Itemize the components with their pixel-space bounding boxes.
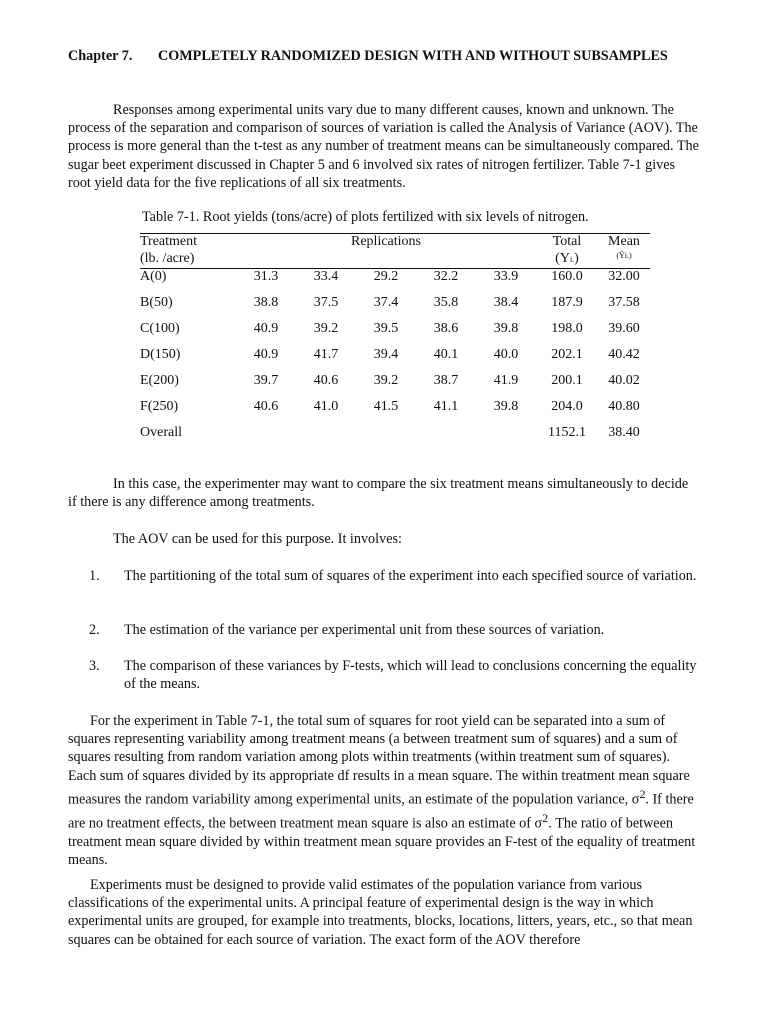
list-text: The partitioning of the total sum of squares of the experiment into each specified source of variation. [124,568,697,584]
treatment-cell: D(150) [140,347,181,362]
table-row [140,347,650,373]
replications-header: Replications [236,234,536,252]
paragraph-4: For the experiment in Table 7-1, the total sum of squares for root yield can be separated into a sum of squares representing variability among treatment means (a between treatment sum of squares) and a sum of squares resulting from random variation among plots within treatments (within treatment sum of squares). Each sum of squares divided by its appropriate df results in a mean square. The within treatment mean square measures the random variability among experimental units, an estimate of the population variance, $\sigma^2$. If there are no treatment effects, the between treatment mean square is also an estimate of $\sigma^2$. The ratio of between treatment mean square divided by within treatment mean square provides an F-test of the equality of treatment means. [68,713,696,868]
replication-cell: 37.5 [313,295,339,310]
paragraph-3: The AOV can be used for this purpose. It involves: [113,531,402,547]
mean-header: Mean [598,234,650,252]
list-text: The comparison of these variances by F-tests, which will lead to conclusions concerning the equality of the means. [124,658,697,693]
replication-cell: 39.7 [253,373,279,388]
overall-label: Overall [140,425,182,440]
treatment-unit-header: (lb. /acre) [140,251,236,269]
replication-cell: 39.2 [313,321,339,336]
total-header: Total [536,234,598,252]
list-text: The estimation of the variance per experimental unit from these sources of variation. [124,622,605,638]
mean-cell: 32.00 [608,269,640,284]
replication-cell: 39.8 [493,321,519,336]
replication-cell: 32.2 [433,269,459,284]
replication-cell: 41.0 [313,399,339,414]
chapter-title: COMPLETELY RANDOMIZED DESIGN WITH AND WITHOUT SUBSAMPLES [158,48,668,64]
table-row [140,269,650,296]
total-symbol-header: (Yi.) [536,251,598,269]
mean-symbol-header: (Ȳi.) [598,251,650,269]
replication-cell: 41.1 [433,399,459,414]
replication-cell: 39.2 [373,373,399,388]
replication-cell: 40.1 [433,347,459,362]
replication-cell: 29.2 [373,269,399,284]
total-cell: 160.0 [551,269,583,284]
replication-cell: 39.8 [493,399,519,414]
treatment-cell: A(0) [140,269,167,284]
root-yield-table [140,233,650,451]
replication-cell: 33.4 [313,269,339,284]
table-row [140,373,650,399]
total-cell: 202.1 [551,347,583,362]
replication-cell: 41.9 [493,373,519,388]
overall-mean: 38.40 [608,425,640,440]
list-number: 3. [89,658,100,674]
mean-cell: 37.58 [608,295,640,310]
table-row [140,321,650,347]
replication-cell: 38.7 [433,373,459,388]
list-number: 1. [89,568,100,584]
replication-cell: 38.4 [493,295,519,310]
table-caption: Table 7-1. Root yields (tons/acre) of plots fertilized with six levels of nitrogen. [142,209,589,225]
table-header-row [140,234,650,252]
replication-cell: 40.0 [493,347,519,362]
mean-cell: 40.42 [608,347,640,362]
paragraph-5: Experiments must be designed to provide valid estimates of the population variance from various classifications of the experimental units. A principal feature of experimental design is the way in which experimental units are grouped, for example into treatments, blocks, locations, litters, years, etc., so that mean squares can be obtained for each source of variation. The exact form of the AOV therefore [68,877,693,948]
chapter-number: Chapter 7. [68,48,133,64]
treatment-cell: E(200) [140,373,179,388]
mean-cell: 39.60 [608,321,640,336]
table-row [140,399,650,425]
replication-cell: 41.5 [373,399,399,414]
total-cell: 198.0 [551,321,583,336]
replication-cell: 40.9 [253,347,279,362]
paragraph-2: In this case, the experimenter may want to compare the six treatment means simultaneously to decide if there is any difference among treatments. [68,476,689,511]
table-subheader-row [140,251,650,269]
total-cell: 200.1 [551,373,583,388]
overall-total: 1152.1 [548,425,586,440]
replication-cell: 38.6 [433,321,459,336]
replication-cell: 39.4 [373,347,399,362]
replication-cell: 39.5 [373,321,399,336]
replication-cell: 40.6 [313,373,339,388]
mean-cell: 40.80 [608,399,640,414]
treatment-header: Treatment [140,234,236,252]
replication-cell: 33.9 [493,269,519,284]
list-number: 2. [89,622,100,638]
mean-cell: 40.02 [608,373,640,388]
replication-cell: 40.6 [253,399,279,414]
replication-cell: 37.4 [373,295,399,310]
replication-cell: 40.9 [253,321,279,336]
total-cell: 187.9 [551,295,583,310]
treatment-cell: C(100) [140,321,180,336]
intro-paragraph: Responses among experimental units vary due to many different causes, known and unknown. The process of the separation and comparison of sources of variation is called the Analysis of Variance (AOV). The process is more general than the t-test as any number of treatment means can be simultaneously compared. The sugar beet experiment discussed in Chapter 5 and 6 involved six rates of nitrogen fertilizer. Table 7-1 gives root yield data for the five replications of all six treatments. [68,102,699,191]
replication-cell: 38.8 [253,295,279,310]
table-row [140,295,650,321]
treatment-cell: F(250) [140,399,179,414]
total-cell: 204.0 [551,399,583,414]
treatment-cell: B(50) [140,295,173,310]
table-row-overall [140,425,650,451]
replication-cell: 41.7 [313,347,339,362]
replication-cell: 31.3 [253,269,279,284]
replication-cell: 35.8 [433,295,459,310]
